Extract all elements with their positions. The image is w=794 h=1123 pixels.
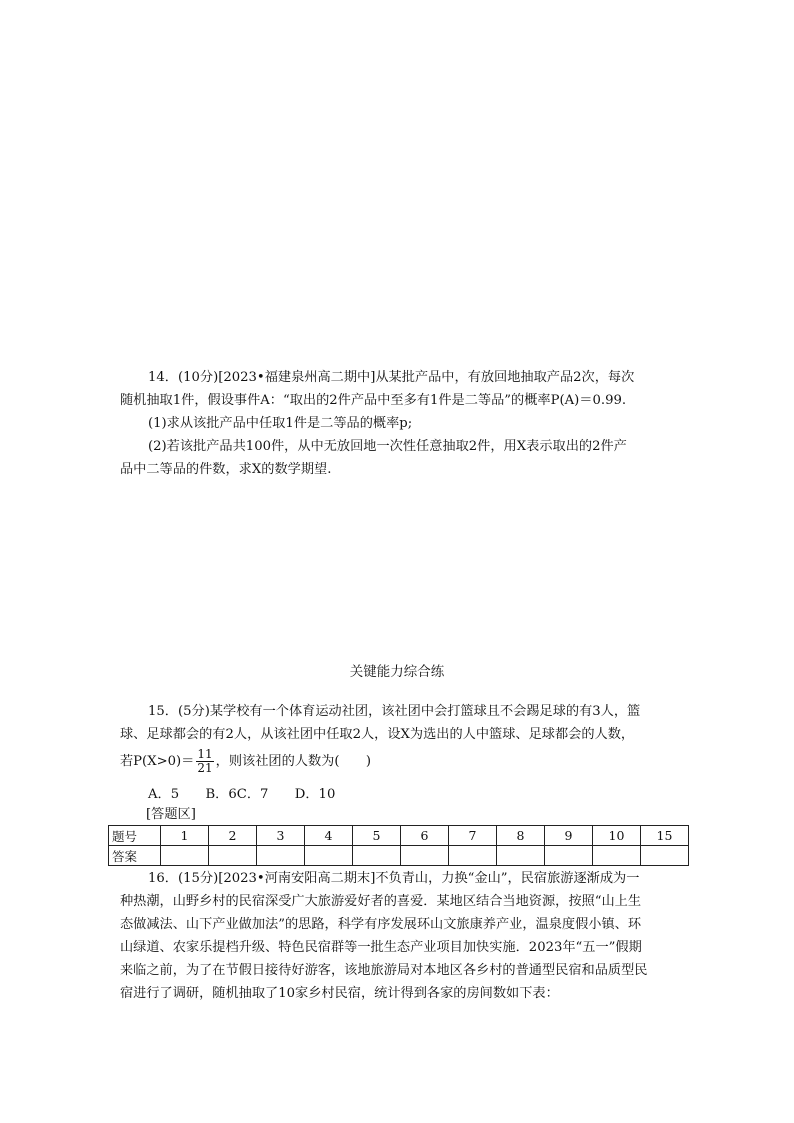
question-number-label: 题号 [109, 826, 161, 846]
answer-cell[interactable] [161, 846, 209, 866]
question-number-cell: 15 [641, 826, 689, 846]
fraction-numerator: 11 [197, 747, 213, 761]
q14-part1: (1)求从该批产品中任取1件是二等品的概率p; [148, 416, 413, 431]
q15-line3-suffix: ，则该社团的人数为( ) [215, 754, 372, 769]
question-number-cell: 5 [353, 826, 401, 846]
answer-table-answer-row [109, 846, 689, 866]
q15-options: A．5 B．6C．7 D．10 [148, 787, 336, 802]
question-number-cell: 8 [497, 826, 545, 846]
q14-part2-line2: 品中二等品的件数，求X的数学期望. [120, 462, 332, 477]
question-number-cell: 6 [401, 826, 449, 846]
answer-cell[interactable] [641, 846, 689, 866]
answer-table-header-row [109, 826, 689, 846]
question-number-cell: 4 [305, 826, 353, 846]
q15-line3 [120, 748, 682, 776]
answer-cell[interactable] [305, 846, 353, 866]
answer-cell[interactable] [257, 846, 305, 866]
q16-line5: 来临之前，为了在节假日接待好游客，该地旅游局对本地区各乡村的普通型民宿和品质型民 [120, 963, 648, 978]
q16-line4: 山绿道、农家乐提档升级、特色民宿群等一批生态产业项目加快实施．2023年“五一”假期 [120, 940, 642, 955]
answer-cell[interactable] [353, 846, 401, 866]
q14-part2-line1: (2)若该批产品共100件，从中无放回地一次性任意抽取2件，用X表示取出的2件产 [148, 439, 627, 454]
answer-table [108, 825, 689, 866]
answer-cell[interactable] [545, 846, 593, 866]
answer-cell[interactable] [401, 846, 449, 866]
fraction [196, 748, 213, 775]
q14-line1: 14．(10分)[2023•福建泉州高二期中]从某批产品中，有放回地抽取产品2次，每次 [148, 370, 635, 385]
answer-cell[interactable] [209, 846, 257, 866]
q14-line2: 随机抽取1件，假设事件A：“取出的2件产品中至多有1件是二等品”的概率P(A)＝0.99. [120, 393, 627, 408]
question-number-cell: 10 [593, 826, 641, 846]
q15-line2: 球、足球都会的有2人，从该社团中任取2人，设X为选出的人中篮球、足球都会的人数， [120, 727, 635, 742]
q16-line3: 态做减法、山下产业做加法”的思路，科学有序发展环山文旅康养产业，温泉度假小镇、环 [120, 917, 642, 932]
question-number-cell: 9 [545, 826, 593, 846]
answer-label: 答案 [109, 846, 161, 866]
answer-cell[interactable] [497, 846, 545, 866]
q15-line3-prefix: 若P(X>0)＝ [120, 754, 195, 769]
q16-line2: 种热潮，山野乡村的民宿深受广大旅游爱好者的喜爱．某地区结合当地资源，按照“山上生 [120, 894, 642, 909]
fraction-denominator: 21 [197, 761, 213, 775]
section-title: 关键能力综合练 [349, 664, 445, 680]
q16-line6: 宿进行了调研，随机抽取了10家乡村民宿，统计得到各家的房间数如下表： [120, 986, 559, 1001]
q16-line1: 16．(15分)[2023•河南安阳高二期末]不负青山，力换“金山”，民宿旅游逐渐成为一 [148, 871, 640, 886]
question-number-cell: 2 [209, 826, 257, 846]
question-number-cell: 7 [449, 826, 497, 846]
answer-area-label: [答题区] [146, 807, 196, 822]
question-number-cell: 3 [257, 826, 305, 846]
answer-cell[interactable] [593, 846, 641, 866]
question-number-cell: 1 [161, 826, 209, 846]
q15-line1: 15．(5分)某学校有一个体育运动社团，该社团中会打篮球且不会踢足球的有3人，篮 [148, 704, 641, 719]
answer-cell[interactable] [449, 846, 497, 866]
